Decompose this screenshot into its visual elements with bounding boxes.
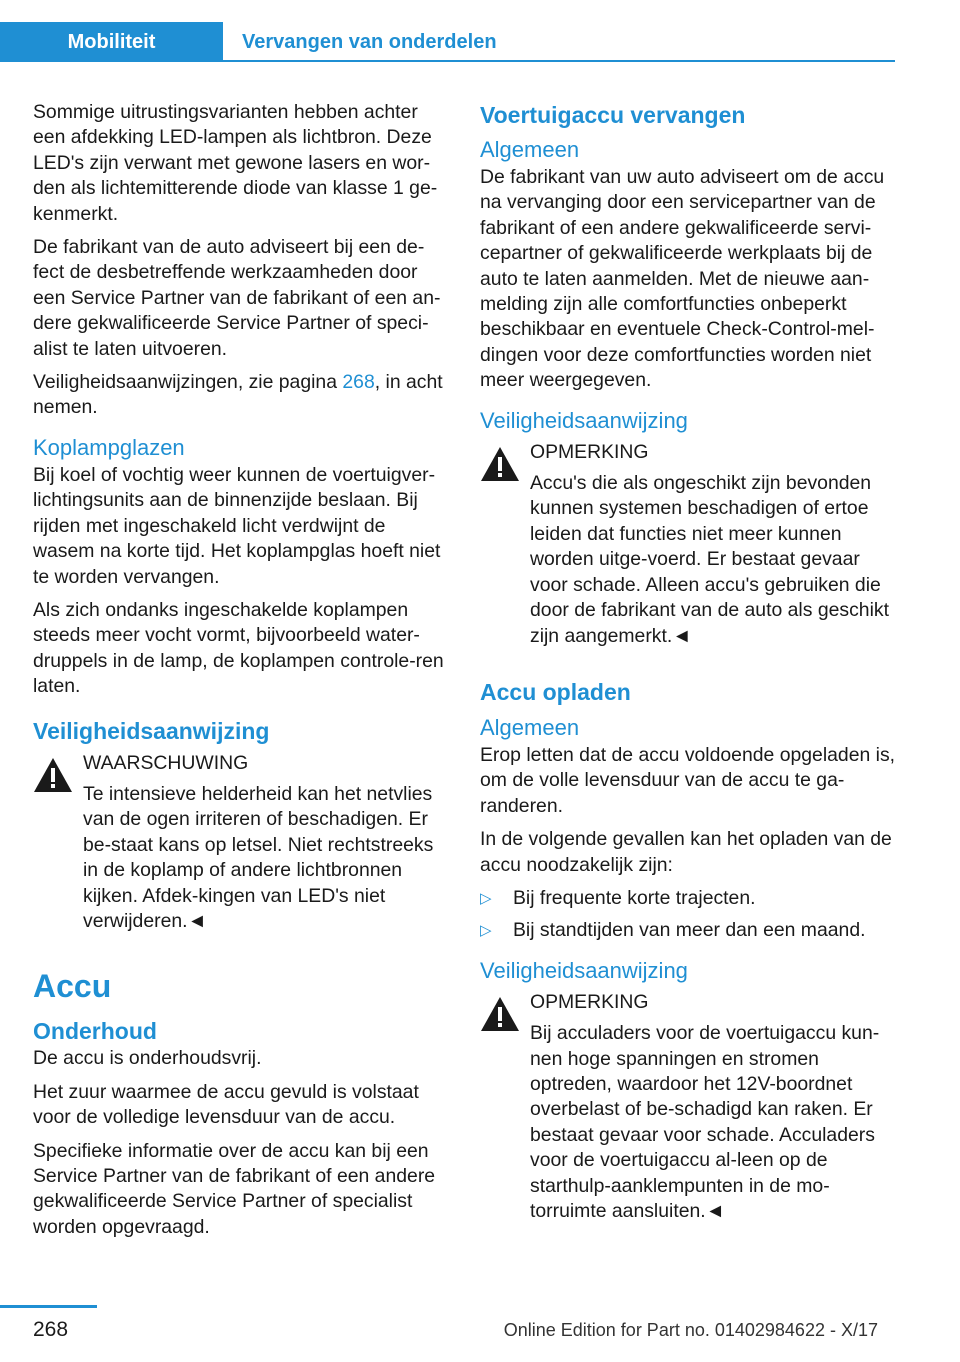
chapter-heading: Accu [33, 968, 112, 1005]
paragraph: De accu is onderhoudsvrij. [33, 1047, 262, 1070]
section-heading: Onderhoud [33, 1018, 157, 1045]
note-text: Bij acculaders voor de voertuigaccu kun-nen hoge spanningen en stromen optreden, waardoor het 12V-boordnet overbelast of be-schadigd kan raken. Er bestaat gevaar voor schade. Acculaders voor de voertuigaccu al-leen op de starthulp-aanklempunten in de mo-torruimte aansluiten.◄ [530, 1022, 880, 1222]
warning-triangle-icon [480, 996, 520, 1032]
subsection-heading: Algemeen [480, 137, 580, 162]
paragraph [33, 370, 450, 421]
page-number: 268 [33, 1318, 69, 1341]
page-header [0, 0, 895, 62]
section-heading: Voertuigaccu vervangen [480, 102, 746, 128]
paragraph-text: , in acht nemen. [33, 371, 443, 419]
warning-title: WAARSCHUWING [83, 751, 249, 774]
right-column [480, 100, 897, 1224]
section-heading: Koplampglazen [33, 434, 185, 460]
paragraph: Bij koel of vochtig weer kunnen de voertuigver-lichtingsunits aan de binnenzijde beslaan. Bij rijden met ingeschakeld licht verdwijnt de wasem na korte tijd. Het koplampglas hoeft niet te worden vervangen. [33, 463, 441, 588]
footer-rule [0, 1305, 97, 1308]
warning-block [33, 751, 450, 935]
note-title: OPMERKING [530, 990, 649, 1013]
paragraph-text: Veiligheidsaanwijzingen, zie pagina [33, 371, 343, 394]
note-block [480, 440, 897, 649]
subsection-heading: Veiligheidsaanwijzing [480, 407, 688, 433]
header-rule [0, 60, 895, 62]
bullet-list [480, 886, 897, 944]
paragraph: Als zich ondanks ingeschakelde koplampen steeds meer vocht vormt, bijvoorbeeld water-druppels in de lamp, de koplampen controle-ren laten. [33, 598, 444, 698]
section-heading: Accu opladen [480, 678, 631, 705]
list-item: ▷ Bij standtijden van meer dan een maand. [480, 918, 897, 943]
note-block [480, 990, 897, 1225]
paragraph: De fabrikant van uw auto adviseert om de accu na vervanging door een servicepartner van de fabrikant of een andere gekwalificeerde servi-cepartner of gekwalificeerde werkplaats bij de auto te laten aanmelden. Met de nieuwe aan-melding zijn alle comfortfuncties onbeperkt beschikbaar en eventuele Check-Control-mel-dingen voor deze comfortfuncties worden niet meer weergegeven. [480, 166, 885, 392]
paragraph: Specifieke informatie over de accu kan bij een Service Partner van de fabrikant of een andere gekwalificeerde Service Partner of specialist worden opgevraagd. [33, 1139, 436, 1238]
chapter-tab: Vervangen van onderdelen [242, 30, 497, 53]
subsection-heading: Algemeen [480, 714, 580, 740]
subsection-heading: Veiligheidsaanwijzing [480, 957, 688, 983]
paragraph: De fabrikant van de auto adviseert bij een de-fect de desbetreffende werkzaamheden door een Service Partner van de fabrikant of een an-dere gekwalificeerde Service Partner of speci-alist te laten uitvoeren. [33, 236, 441, 360]
note-title: OPMERKING [530, 440, 649, 463]
paragraph: Het zuur waarmee de accu gevuld is volstaat voor de volledige levensduur van de accu. [33, 1080, 419, 1129]
page-link[interactable]: 268 [342, 371, 375, 394]
warning-triangle-icon [480, 446, 520, 482]
section-heading: Veiligheidsaanwijzing [33, 717, 270, 744]
section-tab: Mobiliteit [0, 22, 223, 62]
list-item: ▷ Bij frequente korte trajecten. [480, 886, 897, 911]
warning-text: Te intensieve helderheid kan het netvlies van de ogen irriteren of beschadigen. Er be-staat kans op letsel. Niet rechtstreeks in de koplamp of andere lichtbronnen kijken. Afdek-kingen van LED's niet verwijderen.◄ [83, 782, 434, 932]
left-column [33, 100, 450, 1248]
note-text: Accu's die als ongeschikt zijn bevonden kunnen systemen beschadigen of ertoe leiden dat functies niet meer kunnen worden uitge-voerd. Er bestaat gevaar voor schade. Alleen accu's gebruiken die door de fabrikant van de auto als geschikt zijn aangemerkt.◄ [530, 472, 889, 647]
paragraph: In de volgende gevallen kan het opladen van de accu noodzakelijk zijn: [480, 828, 892, 876]
paragraph: Sommige uitrustingsvarianten hebben achter een afdekking LED-lampen als lichtbron. Deze LED's zijn verwant met gewone lasers en wor-den als lichtemitterende diode van klasse 1 ge-kenmerkt. [33, 101, 438, 225]
edition-note: Online Edition for Part no. 01402984622 - X/17 [503, 1320, 878, 1340]
warning-triangle-icon [33, 757, 73, 793]
paragraph: Erop letten dat de accu voldoende opgeladen is, om de volle levensduur van de accu te ga-randeren. [480, 743, 896, 817]
